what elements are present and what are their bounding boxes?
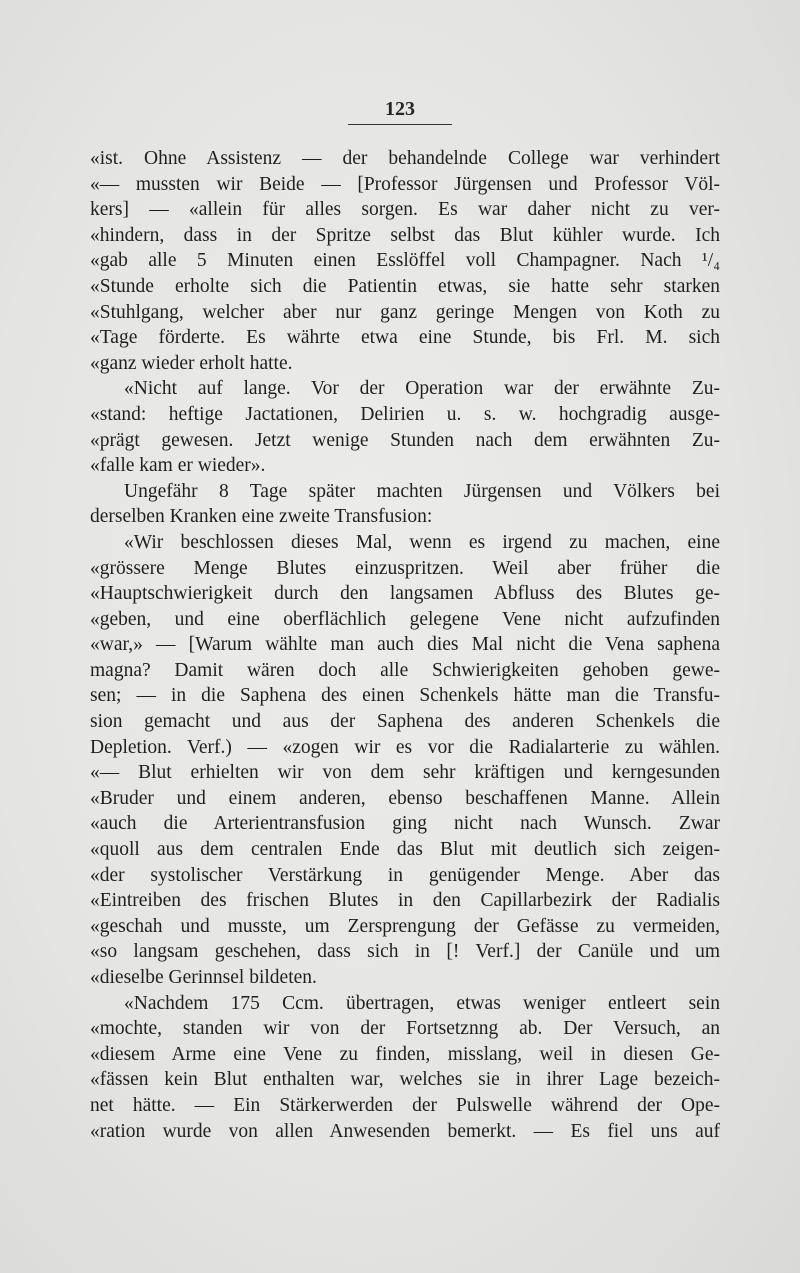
text-line: «ration wurde von allen Anwesenden bemerkt. — Es fiel uns auf xyxy=(90,1120,720,1142)
text-line: «Tage förderte. Es währte etwa eine Stunde, bis Frl. M. sich xyxy=(90,327,720,349)
text-line: «dieselbe Gerinnsel bildeten. xyxy=(90,967,317,988)
text-line: «— mussten wir Beide — [Professor Jürgensen und Professor Völ- xyxy=(90,173,720,195)
text-line: «stand: heftige Jactationen, Delirien u. s. w. hochgradig ausge- xyxy=(90,403,720,425)
text-line: Ungefähr 8 Tage später machten Jürgensen und Völkers bei xyxy=(124,480,720,502)
body-text xyxy=(90,146,720,1144)
page-number: 123 xyxy=(385,98,415,120)
header-rule xyxy=(348,124,452,125)
text-line: kers] — «allein für alles sorgen. Es war daher nicht zu ver- xyxy=(90,199,720,221)
text-line: «Eintreiben des frischen Blutes in den Capillarbezirk der Radialis xyxy=(90,890,720,912)
text-line: «Nachdem 175 Ccm. übertragen, etwas weniger entleert sein xyxy=(124,992,720,1014)
text-line: «gab alle 5 Minuten einen Esslöffel voll Champagner. Nach ¹/₄ xyxy=(90,250,720,272)
text-line: «so langsam geschehen, dass sich in [! Verf.] der Canüle und um xyxy=(90,941,720,963)
text-line: «Nicht auf lange. Vor der Operation war der erwähnte Zu- xyxy=(124,378,720,400)
text-line: «Bruder und einem anderen, ebenso beschaffenen Manne. Allein xyxy=(90,787,720,809)
text-line: «grössere Menge Blutes einzuspritzen. Weil aber früher die xyxy=(90,557,720,579)
text-line: Depletion. Verf.) — «zogen wir es vor die Radialarterie zu wählen. xyxy=(90,736,720,758)
text-line: «diesem Arme eine Vene zu finden, misslang, weil in diesen Ge- xyxy=(90,1043,720,1065)
text-line: «ist. Ohne Assistenz — der behandelnde College war verhindert xyxy=(90,148,720,169)
text-line: sen; — in die Saphena des einen Schenkels hätte man die Transfu- xyxy=(90,685,720,707)
text-line: «quoll aus dem centralen Ende das Blut mit deutlich sich zeigen- xyxy=(90,839,720,861)
text-line: «Hauptschwierigkeit durch den langsamen Abfluss des Blutes ge- xyxy=(90,583,720,605)
text-line: «Stuhlgang, welcher aber nur ganz geringe Mengen von Koth zu xyxy=(90,301,720,323)
text-line: net hätte. — Ein Stärkerwerden der Pulswelle während der Ope- xyxy=(90,1094,720,1116)
text-line: «geben, und eine oberflächlich gelegene Vene nicht aufzufinden xyxy=(90,608,720,630)
text-line: «fässen kein Blut enthalten war, welches sie in ihrer Lage bezeich- xyxy=(90,1069,720,1091)
text-line: «Wir beschlossen dieses Mal, wenn es irgend zu machen, eine xyxy=(124,531,720,553)
text-line: «auch die Arterientransfusion ging nicht nach Wunsch. Zwar xyxy=(90,813,720,835)
text-line: «falle kam er wieder». xyxy=(90,455,266,477)
text-line: «war,» — [Warum wählte man auch dies Mal nicht die Vena saphena xyxy=(90,634,720,656)
text-line: «hindern, dass in der Spritze selbst das Blut kühler wurde. Ich xyxy=(90,224,720,246)
text-line: «mochte, standen wir von der Fortsetznng ab. Der Versuch, an xyxy=(90,1018,720,1040)
text-line: «ganz wieder erholt hatte. xyxy=(90,352,293,374)
text-line: «— Blut erhielten wir von dem sehr kräftigen und kerngesunden xyxy=(90,762,720,784)
text-line: magna? Damit wären doch alle Schwierigkeiten gehoben gewe- xyxy=(90,659,720,681)
text-line: «der systolischer Verstärkung in genügender Menge. Aber das xyxy=(90,864,720,886)
text-line: «prägt gewesen. Jetzt wenige Stunden nach dem erwähnten Zu- xyxy=(90,429,720,451)
text-line: sion gemacht und aus der Saphena des anderen Schenkels die xyxy=(90,711,720,733)
text-line: derselben Kranken eine zweite Transfusion: xyxy=(90,506,433,528)
text-line: «geschah und musste, um Zersprengung der Gefässe zu vermeiden, xyxy=(90,915,720,937)
text-line: «Stunde erholte sich die Patientin etwas, sie hatte sehr starken xyxy=(90,275,720,297)
